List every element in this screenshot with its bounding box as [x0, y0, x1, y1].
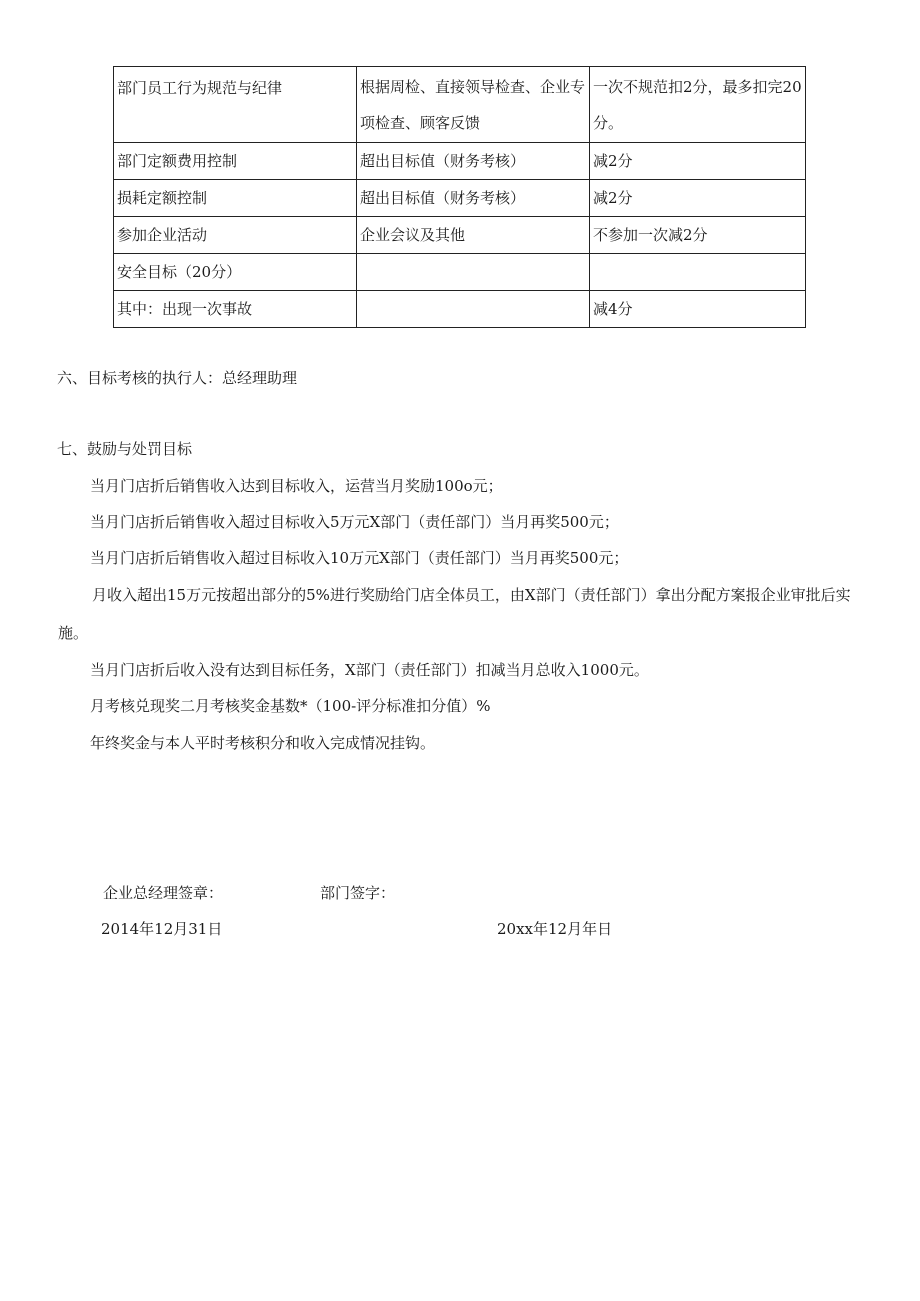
table-cell: 损耗定额控制: [114, 180, 357, 217]
gm-signature-date: 2014年12月31日: [101, 920, 223, 938]
table-cell: 超出目标值（财务考核）: [357, 143, 590, 180]
table-cell: 参加企业活动: [114, 217, 357, 254]
table-cell: 其中：出现一次事故: [114, 291, 357, 328]
paragraph: 当月门店折后销售收入超过目标收入10万元X部门（责任部门）当月再奖500元；: [90, 549, 629, 567]
paragraph: 月收入超出15万元按超出部分的5%进行奖励给门店全体员工，由X部门（责任部门）拿出分配方案报企业审批后实施。: [58, 586, 851, 642]
paragraph: 当月门店折后收入没有达到目标任务，X部门（责任部门）扣减当月总收入1000元。: [90, 661, 649, 679]
table-cell: 根据周检、直接领导检查、企业专项检查、顾客反馈: [357, 67, 590, 143]
table-row: [114, 143, 806, 180]
paragraph: 当月门店折后销售收入达到目标收入，运营当月奖励100o元；: [90, 477, 503, 495]
table-cell: [590, 254, 806, 291]
table-cell: 超出目标值（财务考核）: [357, 180, 590, 217]
table-cell: 部门员工行为规范与纪律: [114, 67, 357, 143]
table-cell: 部门定额费用控制: [114, 143, 357, 180]
table-cell: [357, 254, 590, 291]
assessment-table: [113, 66, 806, 328]
dept-signature-date: 20xx年12月年日: [497, 920, 613, 938]
table-row: [114, 180, 806, 217]
section-6-heading: 六、目标考核的执行人：总经理助理: [57, 369, 298, 387]
table-cell: 企业会议及其他: [357, 217, 590, 254]
gm-signature-label: 企业总经理签章：: [103, 884, 224, 902]
section-7-heading: 七、鼓励与处罚目标: [57, 440, 193, 458]
dept-signature-label: 部门签字：: [320, 884, 396, 902]
table-cell: 减2分: [590, 180, 806, 217]
table-row: [114, 217, 806, 254]
paragraph: 月考核兑现奖二月考核奖金基数*（100-评分标准扣分值）%: [90, 697, 491, 715]
table-row: [114, 67, 806, 143]
table-row: [114, 291, 806, 328]
paragraph: 年终奖金与本人平时考核积分和收入完成情况挂钩。: [90, 734, 436, 752]
table-cell: 减2分: [590, 143, 806, 180]
table-cell: 安全目标（20分）: [114, 254, 357, 291]
table-row: [114, 254, 806, 291]
paragraph: 当月门店折后销售收入超过目标收入5万元X部门（责任部门）当月再奖500元；: [90, 513, 619, 531]
table-cell: 减4分: [590, 291, 806, 328]
table-cell: 不参加一次减2分: [590, 217, 806, 254]
table-cell: 一次不规范扣2分，最多扣完20分。: [590, 67, 806, 143]
table-cell: [357, 291, 590, 328]
